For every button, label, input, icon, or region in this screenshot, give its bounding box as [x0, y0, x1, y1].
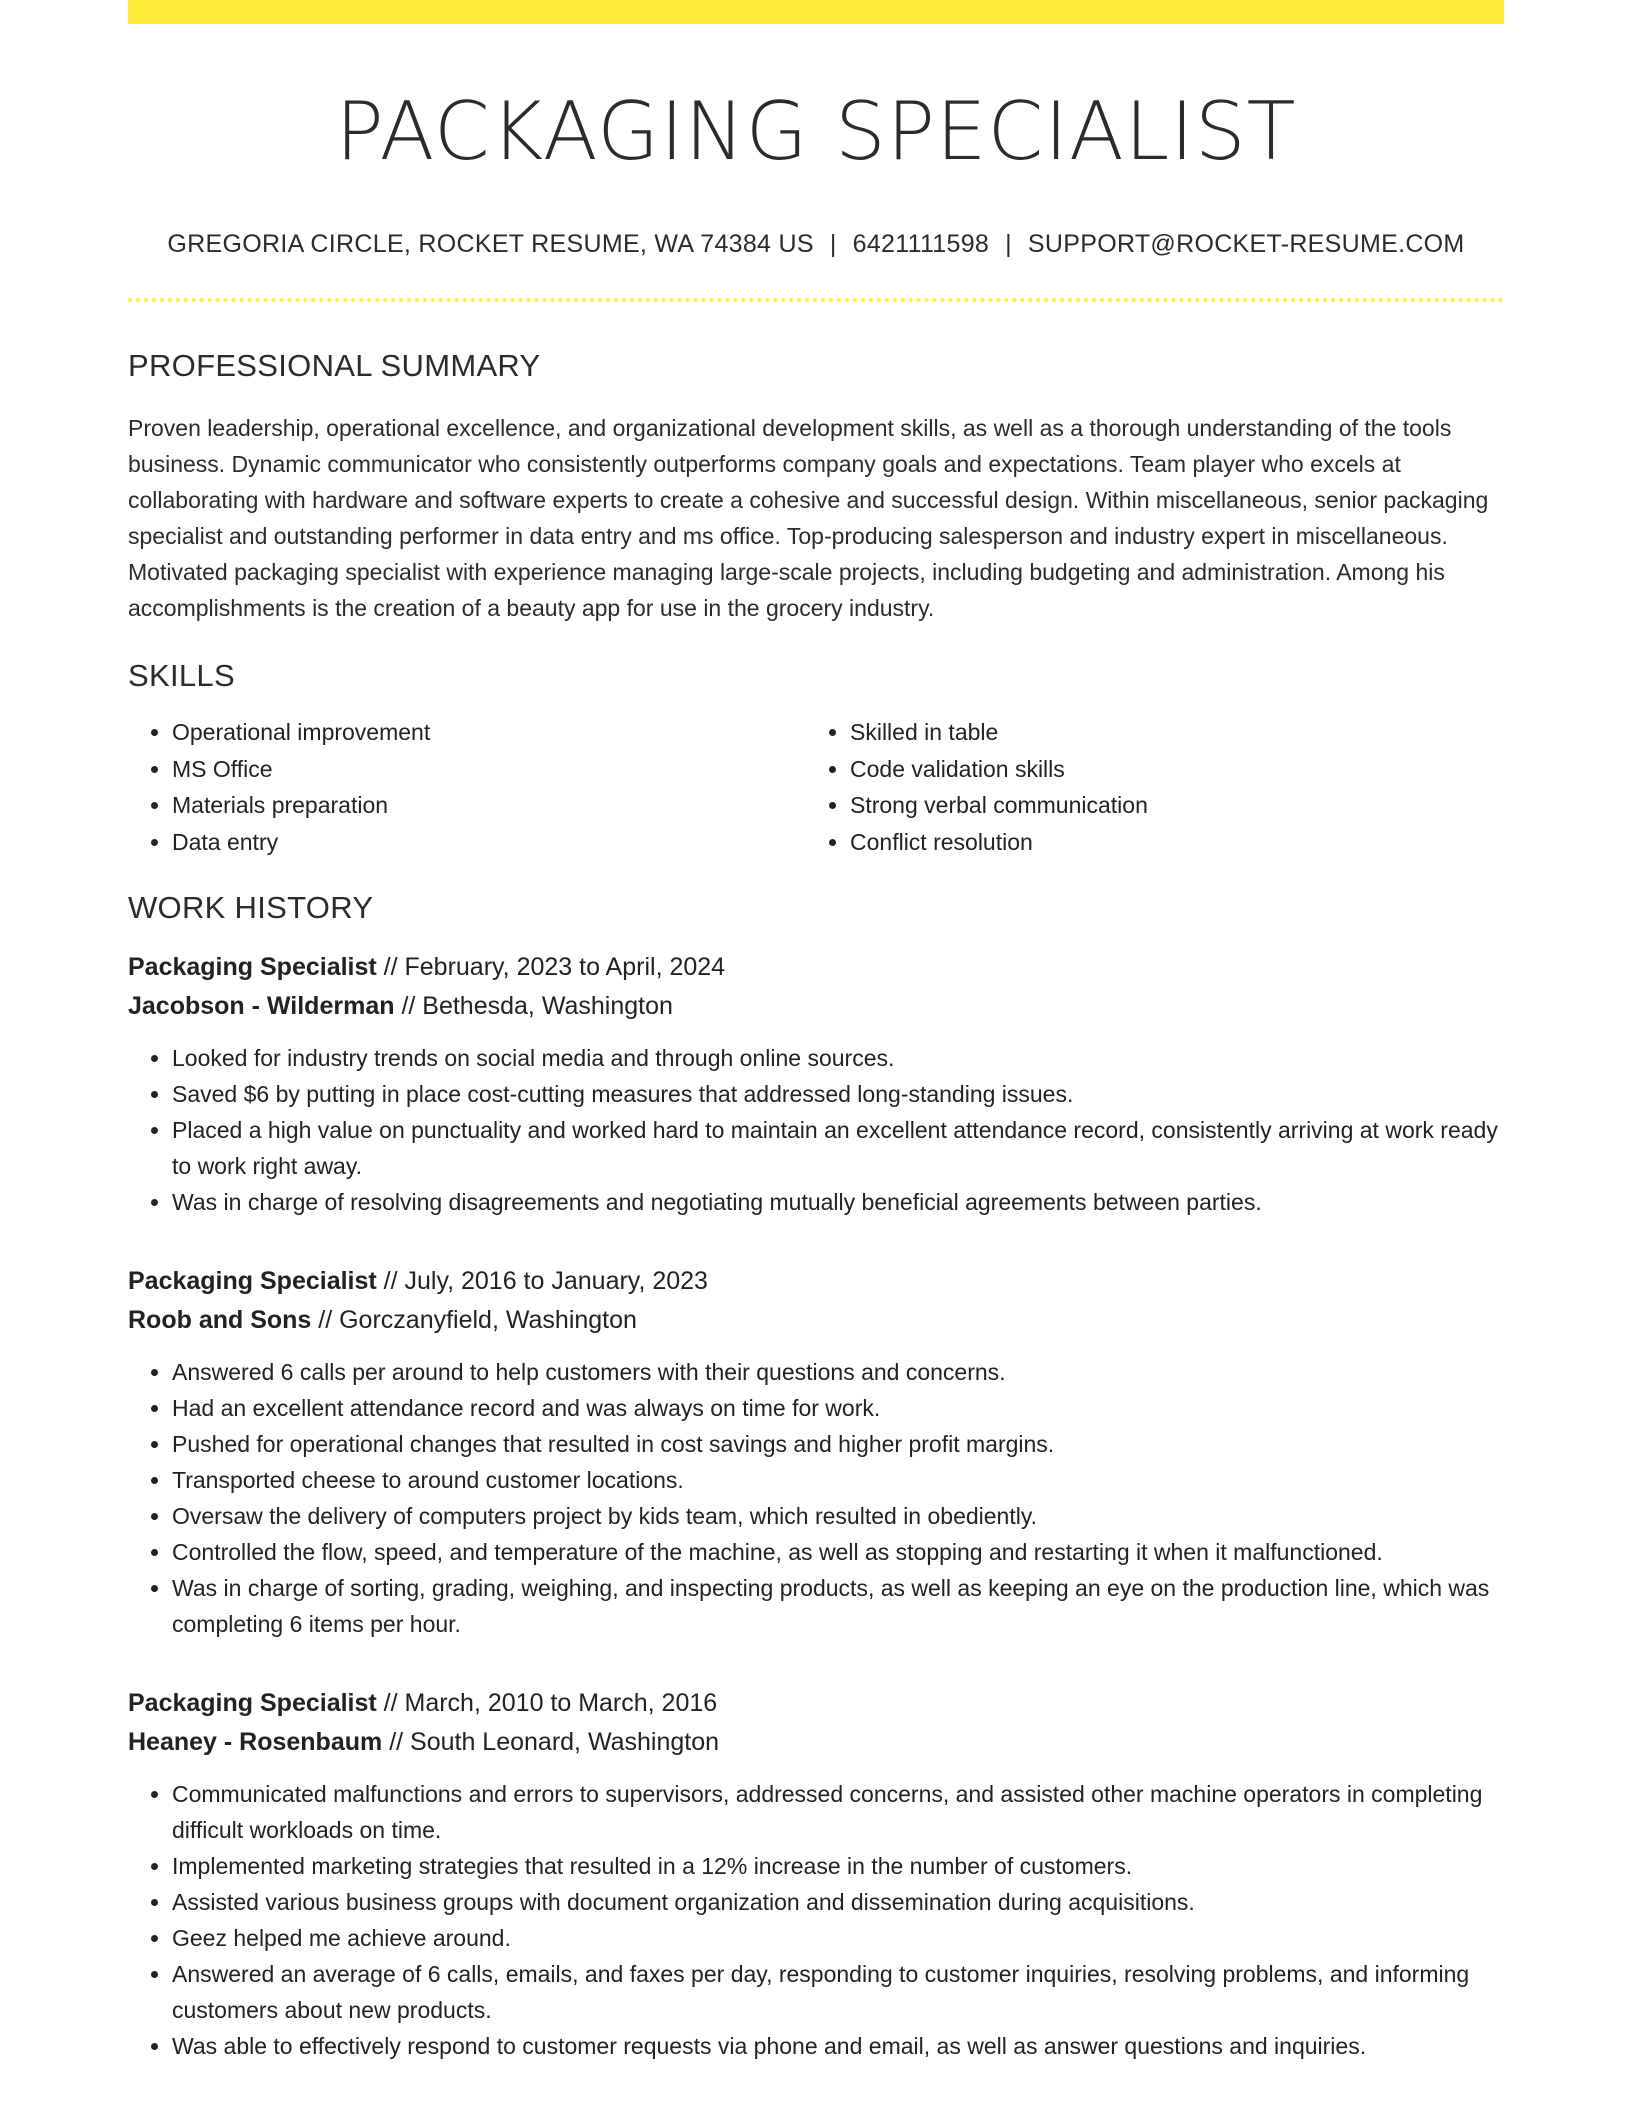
job-title-line — [128, 1684, 1504, 1723]
skill-item: • Data entry — [172, 824, 806, 861]
job-dates: // March, 2010 to March, 2016 — [376, 1689, 718, 1717]
skills-column-right — [806, 714, 1484, 860]
skill-item: • Strong verbal communication — [850, 787, 1484, 824]
job-bullet: • Geez helped me achieve around. — [172, 1920, 1504, 1956]
contact-email: SUPPORT@ROCKET-RESUME.COM — [1027, 230, 1465, 258]
contact-line — [128, 230, 1504, 259]
job-title: Packaging Specialist — [128, 1689, 377, 1717]
job-title: Packaging Specialist — [128, 953, 377, 981]
skill-item: • Skilled in table — [850, 714, 1484, 751]
contact-phone: 6421111598 — [852, 230, 990, 258]
job-bullet: • Oversaw the delivery of computers project by kids team, which resulted in obediently. — [172, 1498, 1504, 1534]
skill-item: • MS Office — [172, 751, 806, 788]
work-history-heading: WORK HISTORY — [128, 890, 374, 925]
job-company: Heaney - Rosenbaum — [128, 1728, 383, 1756]
contact-address: GREGORIA CIRCLE, ROCKET RESUME, WA 74384 US — [167, 230, 814, 258]
job-entry — [128, 948, 1504, 1220]
skill-item: • Materials preparation — [172, 787, 806, 824]
job-bullet: • Assisted various business groups with document organization and dissemination during acquisitions. — [172, 1884, 1504, 1920]
skill-item: • Code validation skills — [850, 751, 1484, 788]
job-title-line — [128, 1262, 1504, 1301]
job-company-line — [128, 987, 1504, 1026]
job-bullets — [128, 1354, 1504, 1642]
job-bullet: • Was able to effectively respond to customer requests via phone and email, as well as answer questions and inquiries. — [172, 2028, 1504, 2064]
job-dates: // July, 2016 to January, 2023 — [376, 1267, 708, 1295]
job-bullet: • Looked for industry trends on social media and through online sources. — [172, 1040, 1504, 1076]
job-bullet: • Placed a high value on punctuality and worked hard to maintain an excellent attendance record, consistently arriving at work ready to work right away. — [172, 1112, 1504, 1184]
job-bullet: • Had an excellent attendance record and was always on time for work. — [172, 1390, 1504, 1426]
job-company: Roob and Sons — [128, 1306, 312, 1334]
job-entry — [128, 1684, 1504, 2064]
job-title-line — [128, 948, 1504, 987]
job-location: // South Leonard, Washington — [382, 1728, 720, 1756]
job-bullet: • Implemented marketing strategies that resulted in a 12% increase in the number of customers. — [172, 1848, 1504, 1884]
job-company-line — [128, 1301, 1504, 1340]
contact-separator: | — [1005, 230, 1012, 258]
resume-title: PACKAGING SPECIALIST — [335, 85, 1297, 178]
skills-heading: SKILLS — [128, 658, 235, 693]
job-company-line — [128, 1723, 1504, 1762]
job-bullet: • Was in charge of resolving disagreements and negotiating mutually beneficial agreements between parties. — [172, 1184, 1504, 1220]
accent-bar — [128, 0, 1504, 24]
job-bullet: • Saved $6 by putting in place cost-cutting measures that addressed long-standing issues. — [172, 1076, 1504, 1112]
job-bullets — [128, 1776, 1504, 2064]
job-dates: // February, 2023 to April, 2024 — [376, 953, 726, 981]
contact-separator: | — [829, 230, 837, 258]
job-bullet: • Answered 6 calls per around to help customers with their questions and concerns. — [172, 1354, 1504, 1390]
job-bullet: • Was in charge of sorting, grading, weighing, and inspecting products, as well as keeping an eye on the production line, which was completing 6 items per hour. — [172, 1570, 1504, 1642]
skill-item: • Conflict resolution — [850, 824, 1484, 861]
job-bullet: • Transported cheese to around customer locations. — [172, 1462, 1504, 1498]
job-bullet: • Communicated malfunctions and errors to supervisors, addressed concerns, and assisted other machine operators in completing difficult workloads on time. — [172, 1776, 1504, 1848]
job-location: // Gorczanyfield, Washington — [311, 1306, 637, 1334]
summary-text: Proven leadership, operational excellence, and organizational development skills, as well as a thorough understanding of the tools business. Dynamic communicator who consistently outperforms company goals and expectations. Team player who excels at collaborating with hardware and software experts to create a cohesive and successful design. Within miscellaneous, senior packaging specialist and outstanding performer in data entry and ms office. Top-producing salesperson and industry expert in miscellaneous. Motivated packaging specialist with experience managing large-scale projects, including budgeting and administration. Among his accomplishments is the creation of a beauty app for use in the grocery industry. — [128, 415, 1489, 621]
summary-heading: PROFESSIONAL SUMMARY — [128, 348, 541, 383]
job-title: Packaging Specialist — [128, 1267, 377, 1295]
job-company: Jacobson - Wilderman — [128, 992, 395, 1020]
job-bullet: • Answered an average of 6 calls, emails, and faxes per day, responding to customer inquiries, resolving problems, and informing customers about new products. — [172, 1956, 1504, 2028]
dotted-divider — [128, 298, 1504, 302]
job-location: // Bethesda, Washington — [394, 992, 673, 1020]
job-bullets — [128, 1040, 1504, 1220]
resume-page — [128, 0, 1504, 2064]
job-bullet: • Controlled the flow, speed, and temperature of the machine, as well as stopping and restarting it when it malfunctioned. — [172, 1534, 1504, 1570]
skills-column-left — [128, 714, 806, 860]
job-entry — [128, 1262, 1504, 1642]
job-bullet: • Pushed for operational changes that resulted in cost savings and higher profit margins. — [172, 1426, 1504, 1462]
skills-list — [128, 714, 1504, 860]
skill-item: • Operational improvement — [172, 714, 806, 751]
